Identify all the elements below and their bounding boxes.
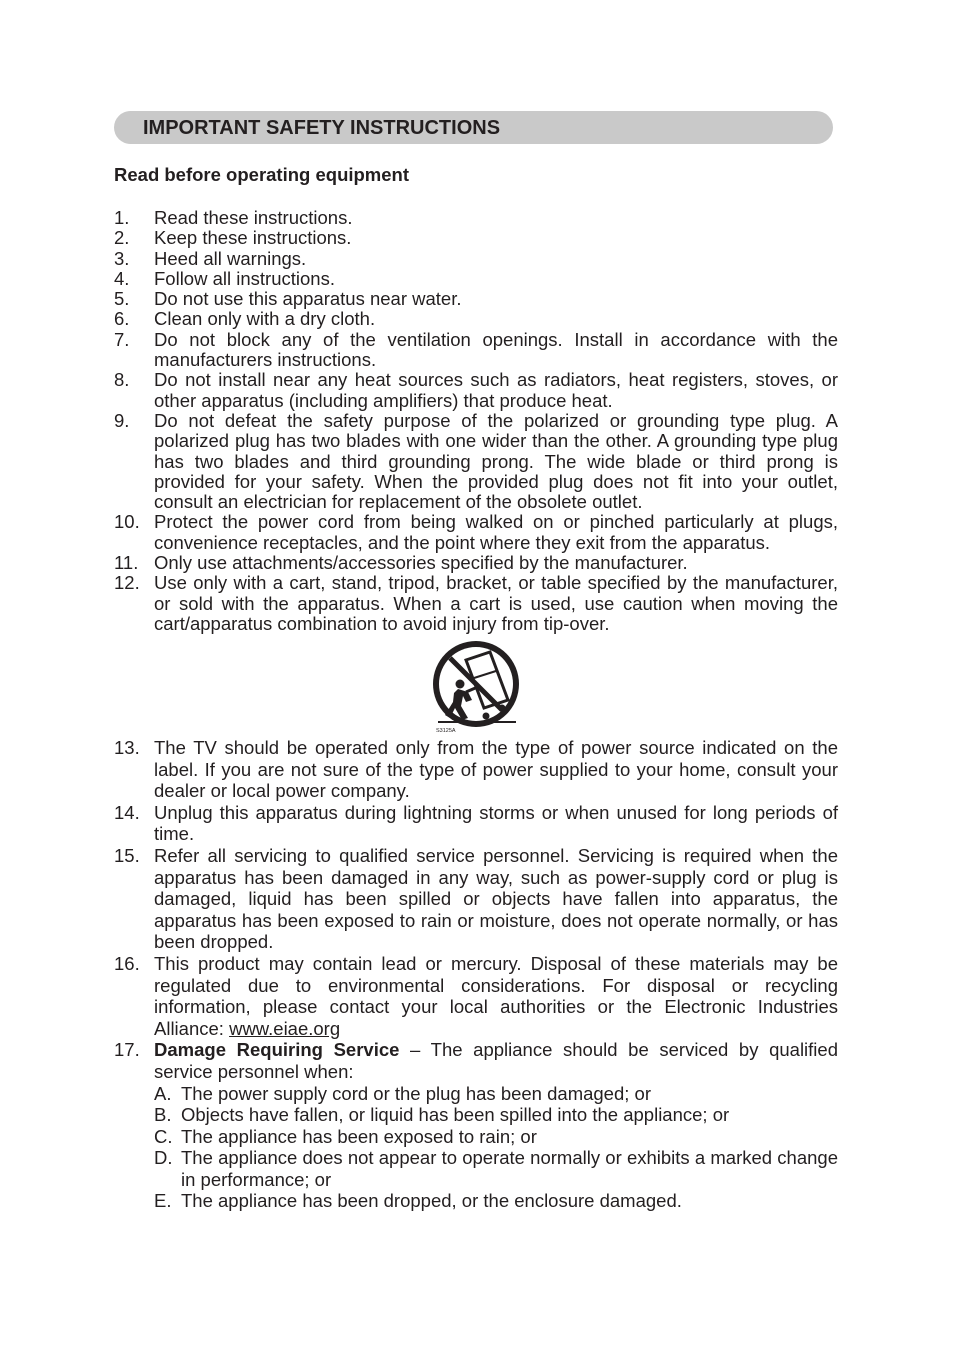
- item-number: 5.: [114, 288, 130, 310]
- item-text: Do not use this apparatus near water.: [154, 288, 462, 310]
- sub-item-text: The power supply cord or the plug has been damaged; or: [181, 1082, 651, 1104]
- sub-item-letter: E.: [154, 1190, 172, 1212]
- item-number: 12.: [114, 572, 140, 594]
- item-text-body: This product may contain lead or mercury. Disposal of these materials may be regulated due to environmental considerations. For disposal or recycling information, please contact your local authorities or the Electronic Industries Alliance:: [154, 952, 838, 1039]
- sub-list-item: [154, 1147, 838, 1190]
- item-text: Only use attachments/accessories specified by the manufacturer.: [154, 552, 688, 574]
- item-text: Read these instructions.: [154, 207, 353, 228]
- list-item: [114, 289, 838, 309]
- item-text: Follow all instructions.: [154, 267, 335, 289]
- item-bold-heading: Damage Requiring Service: [154, 1039, 400, 1061]
- sub-item-text: The appliance does not appear to operate normally or exhibits a marked change in performance; or: [181, 1147, 838, 1190]
- item-text: Clean only with a dry cloth.: [154, 308, 376, 330]
- sub-item-letter: C.: [154, 1125, 173, 1147]
- item-number: 2.: [114, 227, 130, 249]
- item-number: 3.: [114, 247, 130, 269]
- item-number: 15.: [114, 844, 140, 866]
- item-text: Do not install near any heat sources such as radiators, heat registers, stoves, or other apparatus (including amplifiers) that produce heat.: [154, 369, 838, 411]
- item-number: 13.: [114, 737, 140, 758]
- list-item: [114, 512, 838, 553]
- item-number: 14.: [114, 801, 140, 823]
- item-text: Unplug this apparatus during lightning storms or when unused for long periods of time.: [154, 801, 838, 845]
- list-item: [114, 208, 838, 228]
- item-number: 9.: [114, 409, 130, 431]
- item-number: 7.: [114, 328, 130, 350]
- list-item: [114, 802, 838, 845]
- list-item: [114, 309, 838, 329]
- page-title: IMPORTANT SAFETY INSTRUCTIONS: [143, 117, 501, 139]
- item-number: 16.: [114, 952, 140, 974]
- list-item: [114, 269, 838, 289]
- item-text: Use only with a cart, stand, tripod, bracket, or table specified by the manufacturer, or sold with the apparatus. When a cart is used, use caution when moving the cart/apparatus combination to avoid injury from tip-over.: [154, 572, 838, 634]
- sub-item-text: The appliance has been exposed to rain; or: [181, 1125, 537, 1147]
- sub-item-letter: D.: [154, 1147, 173, 1169]
- list-item-damage-requiring-service: [114, 1039, 838, 1212]
- sub-item-letter: B.: [154, 1104, 172, 1126]
- sub-item-text: The appliance has been dropped, or the enclosure damaged.: [181, 1190, 682, 1212]
- item-text: The TV should be operated only from the type of power source indicated on the label. If you are not sure of the type of power supplied to your home, consult your dealer or local power company.: [154, 737, 838, 802]
- list-item: [114, 228, 838, 248]
- sub-list-item: [154, 1083, 838, 1105]
- item-text: Refer all servicing to qualified service personnel. Servicing is required when the apparatus has been damaged in any way, such as power-supply cord or plug is damaged, liquid has been spilled or objects have fallen into apparatus, the apparatus has been exposed to rain or moisture, does not operate normally, or has been dropped.: [154, 844, 838, 953]
- instruction-list: [114, 208, 838, 634]
- item-text: [154, 953, 838, 1039]
- list-item: [114, 411, 838, 512]
- item-number: 6.: [114, 308, 130, 330]
- item-text-body: – The appliance should be serviced by qualified service personnel when:: [154, 1039, 838, 1082]
- list-item: [114, 249, 838, 269]
- cart-warning-symbol: [428, 638, 524, 738]
- list-item: [114, 953, 838, 1039]
- cart-tip-over-warning-icon: [428, 638, 524, 730]
- item-text: [154, 1039, 838, 1082]
- list-item: [114, 845, 838, 953]
- sub-item-text: Objects have fallen, or liquid has been spilled into the appliance; or: [181, 1104, 730, 1126]
- list-item: [114, 737, 838, 802]
- item-text: Protect the power cord from being walked on or pinched particularly at plugs, convenience receptacles, and the point where they exit from the apparatus.: [154, 511, 838, 553]
- sub-list-item: [154, 1104, 838, 1126]
- item-text: Do not block any of the ventilation openings. Install in accordance with the manufacturers instructions.: [154, 328, 838, 371]
- item-text: Heed all warnings.: [154, 247, 307, 269]
- sub-list-item: [154, 1126, 838, 1148]
- item-number: 17.: [114, 1039, 140, 1061]
- sub-item-letter: A.: [154, 1082, 172, 1104]
- item-number: 8.: [114, 369, 130, 391]
- list-item: [114, 330, 838, 371]
- sub-list-item: [154, 1190, 838, 1212]
- subtitle: Read before operating equipment: [114, 164, 410, 185]
- item-number: 10.: [114, 511, 140, 533]
- symbol-code: S3125A: [436, 728, 456, 734]
- list-item: [114, 370, 838, 411]
- item-number: 11.: [114, 552, 139, 574]
- item-text: Keep these instructions.: [154, 227, 352, 249]
- eia-website-link[interactable]: www.eiae.org: [229, 1017, 341, 1039]
- item-number: 1.: [114, 207, 130, 228]
- instruction-list-continued: [114, 737, 838, 1212]
- list-item: [114, 573, 838, 634]
- item-text: Do not defeat the safety purpose of the polarized or grounding type plug. A polarized plug has two blades with one wider than the other. A grounding type plug has two blades and third grounding prong. The wide blade or third prong is provided for your safety. When the provided plug does not fit into your outlet, consult an electrician for replacement of the obsolete outlet.: [154, 409, 838, 513]
- item-number: 4.: [114, 267, 130, 289]
- list-item: [114, 553, 838, 573]
- section-header-banner: [114, 111, 833, 144]
